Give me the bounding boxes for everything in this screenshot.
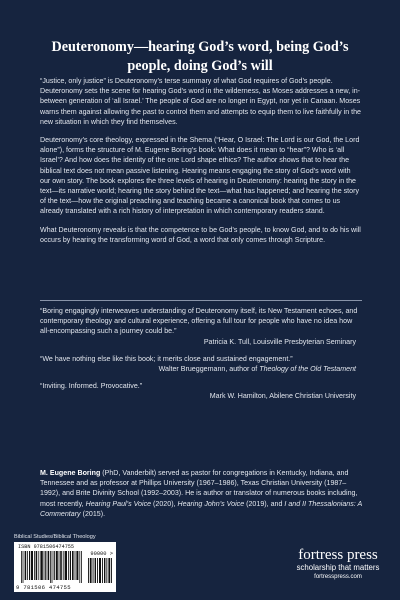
price-addon-bars xyxy=(88,558,112,583)
publisher-name: fortress press xyxy=(298,547,378,563)
endorsements xyxy=(40,306,362,409)
endorsement-quote: “Inviting. Informed. Provocative.” xyxy=(40,382,143,391)
section-divider xyxy=(40,300,362,301)
endorsement-attribution xyxy=(40,364,362,374)
publisher-url: fortresspress.com xyxy=(314,574,362,580)
isbn-label: ISBN 9781506474755 xyxy=(18,544,75,550)
isbn-barcode xyxy=(14,542,116,592)
bio-text: (2020), xyxy=(151,499,178,508)
bio-book-title: Hearing Paul’s Voice xyxy=(85,499,152,508)
endorsement-attribution: Mark W. Hamilton, Abilene Christian University xyxy=(209,392,356,401)
endorsement-attribution: Patricia K. Tull, Louisville Presbyterian Seminary xyxy=(203,337,356,346)
attribution-author: Walter Brueggemann, author of xyxy=(158,365,260,374)
back-cover-headline: Deuteronomy—hearing God’s word, being God’s people, doing God’s will xyxy=(51,39,349,74)
barcode-bars xyxy=(20,551,84,583)
description-paragraph: Deuteronomy’s core theology, expressed in the Shema (“Hear, O Israel: The Lord is our God, the Lord alone”), forms the structure of M. Eugene Boring’s book: What does it mean to “hear”? Who is ‘all Israel’? And how does the identity of the one Lord shape ethics? The author shows that to hear the biblical text does not mean passive listening. Hearing means engaging the story of God’s word with our own story. The book explores the three levels of hearing in Deuteronomy: hearing the story in the text—its narrative world; hearing the story behind the text—what has happened; and hearing the story of the text—how the original preaching and teaching became a canonical book that comes to us already translated with a rich history of interpretation in which contemporary readers stand. xyxy=(40,136,360,216)
endorsement xyxy=(40,354,362,374)
author-bio xyxy=(40,468,362,519)
price-code: 90000 > xyxy=(90,551,113,557)
description-paragraph: “Justice, only justice” is Deuteronomy’s terse summary of what God requires of God’s people. Deuteronomy sets the scene for hearing God’s word in the wilderness, as Moses addresses a new, in-between generation of ‘all Israel.’ The people of God are no longer in Egypt, nor yet in Canaan. Moses warns them against allowing the past to control them and attempts to equip them to live faithfully in the new situation in which they find themselves. xyxy=(40,77,361,126)
bio-book-title: Hearing John’s Voice xyxy=(177,499,245,508)
endorsement-quote: “We have nothing else like this book; it merits close and sustained engagement.” xyxy=(40,354,293,363)
bio-text: (2015). xyxy=(80,509,106,518)
description-block xyxy=(40,76,362,253)
description-paragraph: What Deuteronomy reveals is that the competence to be God’s people, to know God, and to do his will occurs by hearing the transforming word of God, a word that only comes through Scripture. xyxy=(40,225,361,244)
subject-category: Biblical Studies/Biblical Theology xyxy=(14,534,96,540)
endorsement-quote: “Boring engagingly interweaves understanding of Deuteronomy itself, its New Testament echoes, and contemporary theology and cultural experience, offering a full tour for people who have no idea how all-encompassing such a journey could be.” xyxy=(40,307,358,336)
author-name: M. Eugene Boring xyxy=(40,469,101,477)
bio-text: (PhD, Vanderbilt) served as pastor for congregations in Kentucky, Indiana, and Tennessee and as professor at Phillips University (1967–1986), Texas Christian University (1987–1992), and Brite Divinity School (1992–2003). He is author or translator of numerous books including, most recently, xyxy=(40,469,358,508)
publisher-tagline: scholarship that matters xyxy=(296,563,380,572)
barcode-digits: 9 781506 474755 xyxy=(16,584,71,591)
publisher-logo xyxy=(288,547,388,582)
bio-text: (2019), and xyxy=(244,499,285,508)
endorsement xyxy=(40,306,362,347)
endorsement xyxy=(40,381,362,401)
bio-book-title: I and II Thessalonians: A Commentary xyxy=(40,499,362,518)
attribution-book-title: Theology of the Old Testament xyxy=(259,365,356,374)
